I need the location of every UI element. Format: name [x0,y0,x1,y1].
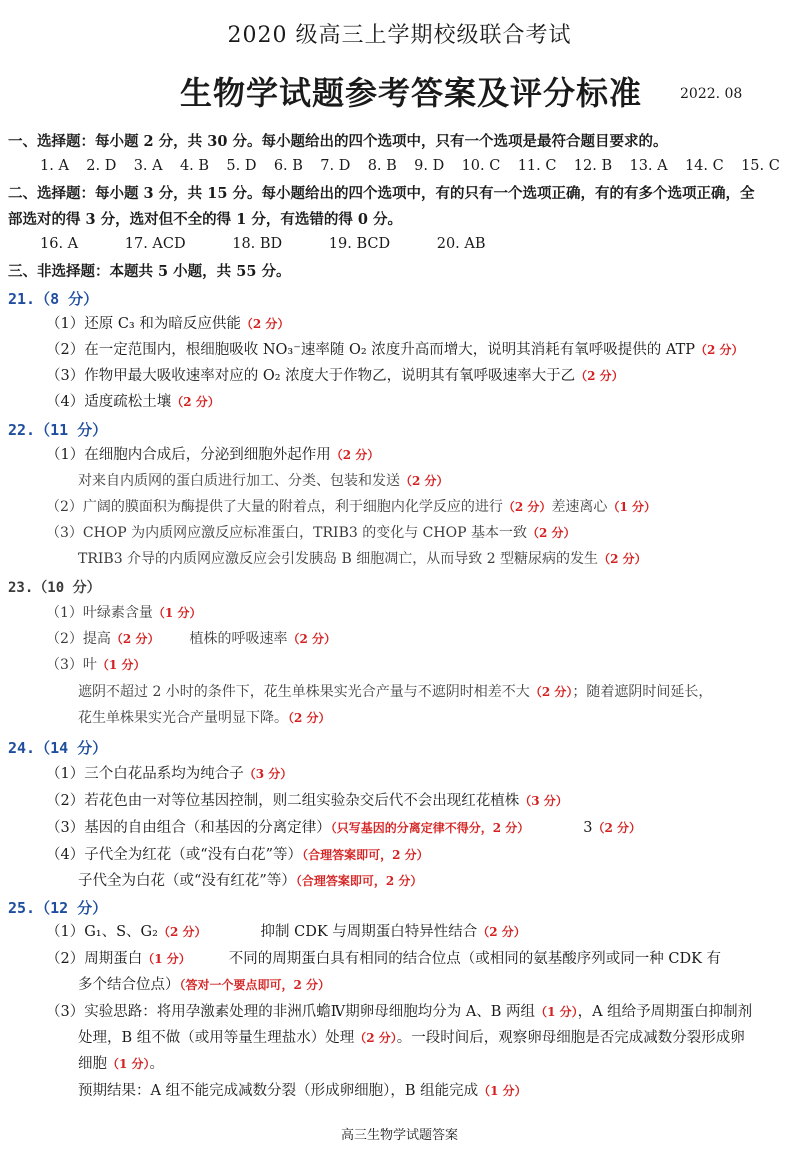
mc-answer: 7. D [320,158,351,174]
q23-line4: 遮阴不超过 2 小时的条件下，花生单株果实光合产量与不遮阴时相差不大（2 分）；随着遮阴时间延长， [78,684,713,700]
section1-heading: 一、选择题：每小题 2 分，共 30 分。每小题给出的四个选项中，只有一个选项是最符合题目要求的。 [8,133,668,150]
ms-answer: 19. BCD [328,236,391,252]
mc-answer: 8. B [367,158,397,174]
q25-line3: （3）实验思路：将用孕激素处理的非洲爪蟾Ⅳ期卵母细胞均分为 A、B 两组（1 分），A 组给予周期蛋白抑制剂 [46,1004,753,1020]
q24-title: 24.（14 分） [8,739,108,757]
q21-title: 21.（8 分） [8,290,99,308]
mc-answer: 1. A [40,158,69,174]
mc-answer: 4. B [179,158,210,174]
q24-line1: （1）三个白花品系均为纯合子（3 分） [46,766,293,782]
mc-answer: 2. D [86,158,117,174]
section2-heading-1: 二、选择题：每小题 3 分，共 15 分。每小题给出的四个选项中，有的只有一个选项正确，有的有多个选项正确，全 [8,185,755,202]
ms-answers [40,236,528,252]
q21-line2: （2）在一定范围内，根细胞吸收 NO₃⁻速率随 O₂ 浓度升高而增大，说明其消耗有氧呼吸提供的 ATP（2 分） [46,342,744,358]
exam-title: 2020 级高三上学期校级联合考试 [227,23,572,48]
mc-answer: 12. B [573,158,613,174]
q23-line3: （3）叶（1 分） [46,657,146,673]
q24-line2: （2）若花色由一对等位基因控制，则二组实验杂交后代不会出现红花植株（3 分） [46,793,568,809]
mc-answer: 15. C [741,158,780,174]
main-title: 生物学试题参考答案及评分标准 [180,74,643,112]
ms-answer: 20. AB [436,236,486,252]
ms-answer: 18. BD [232,236,283,252]
q25-line4: 处理，B 组不做（或用等量生理盐水）处理（2 分）。一段时间后，观察卵母细胞是否完成减数分裂形成卵 [78,1030,745,1046]
mc-answers [40,158,780,174]
q24-line4: （4）子代全为红花（或“没有白花”等）（合理答案即可，2 分） [46,847,429,863]
q21-line4: （4）适度疏松土壤（2 分） [46,394,220,410]
q25-line6: 预期结果：A 组不能完成减数分裂（形成卵细胞），B 组能完成（1 分） [78,1083,527,1099]
q22-line4: （3）CHOP 为内质网应激反应标准蛋白，TRIB3 的变化与 CHOP 基本一致（2 分） [46,525,576,541]
mc-answer: 3. A [133,158,163,174]
q23-line5: 花生单株果实光合产量明显下降。（2 分） [78,710,331,726]
q22-line3: （2）广阔的膜面积为酶提供了大量的附着点，利于细胞内化学反应的进行（2 分）差速离心（1 分） [46,499,656,515]
footer: 高三生物学试题答案 [340,1128,458,1143]
q23-line1: （1）叶绿素含量（1 分） [46,605,202,621]
mc-answer: 10. C [461,158,501,174]
mc-answer: 11. C [517,158,557,174]
mc-answer: 6. B [273,158,303,174]
mc-answer: 14. C [684,158,724,174]
q22-line5: TRIB3 介导的内质网应激反应会引发胰岛 B 细胞凋亡，从而导致 2 型糖尿病的发生（2 分） [78,551,647,567]
q25-title: 25.（12 分） [8,899,108,917]
q24-line5: 子代全为白花（或“没有红花”等）（合理答案即可，2 分） [78,873,423,889]
ms-answer: 16. A [40,236,79,252]
mc-answer: 13. A [629,158,668,174]
q25-line1: （1）G₁、S、G₂（2 分） 抑制 CDK 与周期蛋白特异性结合（2 分） [46,924,526,940]
mc-answer: 9. D [414,158,445,174]
q21-line3: （3）作物甲最大吸收速率对应的 O₂ 浓度大于作物乙，说明其有氧呼吸速率大于乙（2 分） [46,368,624,384]
mc-answer: 5. D [226,158,257,174]
q23-title: 23.（10 分） [8,580,101,596]
ms-answer: 17. ACD [124,236,186,252]
q22-title: 22.（11 分） [8,421,108,439]
q21-line1: （1）还原 C₃ 和为暗反应供能（2 分） [46,316,290,332]
q22-line2: 对来自内质网的蛋白质进行加工、分类、包装和发送（2 分） [78,473,449,489]
q23-line2: （2）提高（2 分） 植株的呼吸速率（2 分） [46,631,336,647]
section3-heading: 三、非选择题：本题共 5 小题，共 55 分。 [8,263,291,280]
q25-line2: （2）周期蛋白（1 分） 不同的周期蛋白具有相同的结合位点（或相同的氨基酸序列或同一种 CDK 有 [46,951,722,967]
q25-line5: 细胞（1 分）。 [78,1056,165,1072]
q22-line1: （1）在细胞内合成后，分泌到细胞外起作用（2 分） [46,447,380,463]
q25-line2c: 多个结合位点）（答对一个要点即可，2 分） [78,977,331,993]
q24-line3: （3）基因的自由组合（和基因的分离定律）（只写基因的分离定律不得分，2 分） 3（2 分） [46,820,642,836]
date: 2022. 08 [680,86,743,102]
section2-heading-2: 部选对的得 3 分，选对但不全的得 1 分，有选错的得 0 分。 [8,211,403,228]
